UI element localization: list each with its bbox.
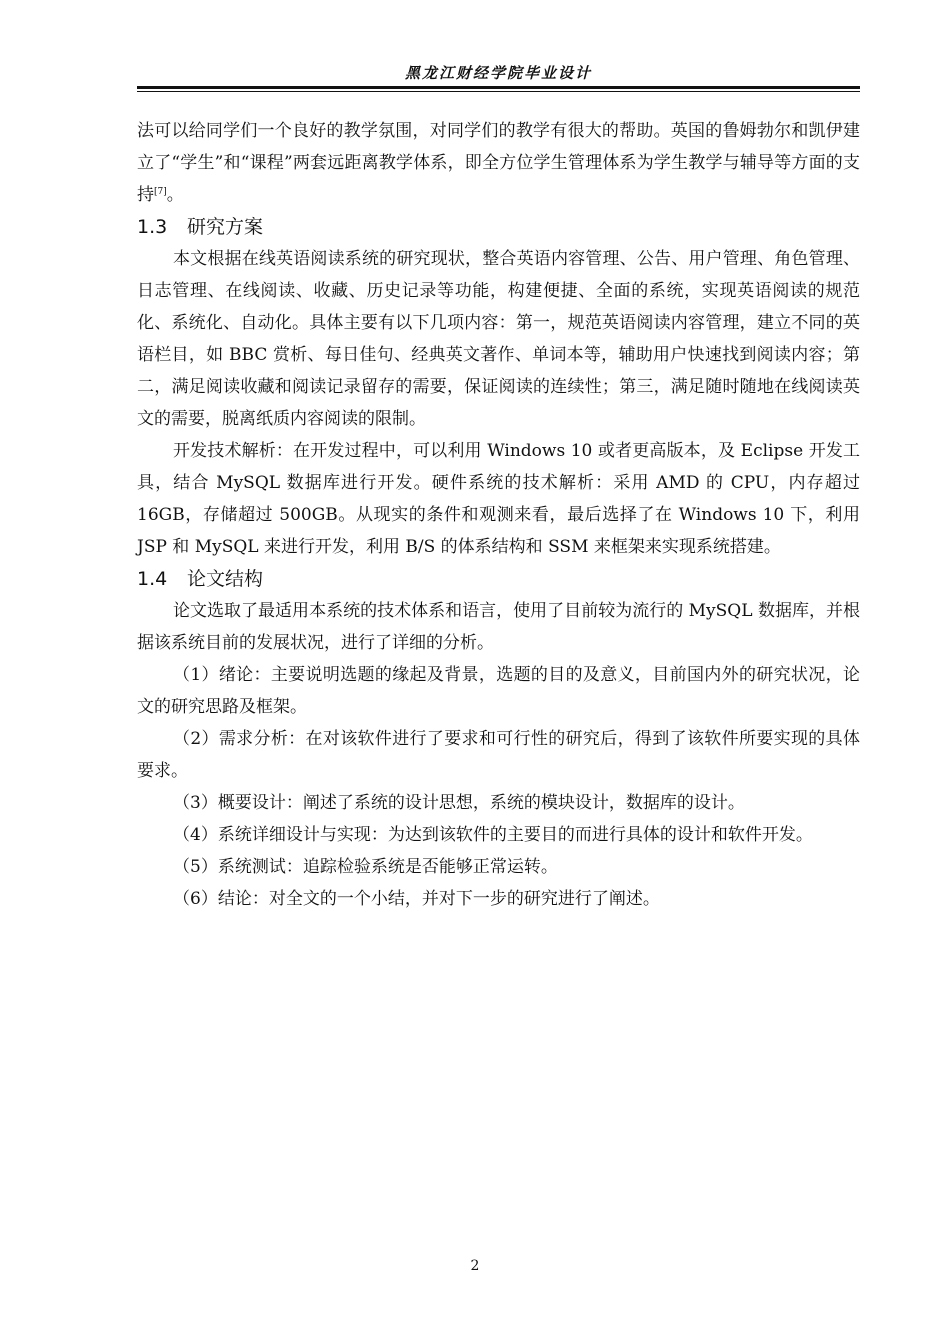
section-heading-1-4	[137, 563, 860, 595]
list-item: （4）系统详细设计与实现：为达到该软件的主要目的而进行具体的设计和软件开发。	[173, 825, 813, 845]
list-item: （3）概要设计：阐述了系统的设计思想，系统的模块设计，数据库的设计。	[173, 793, 745, 813]
header-rule-thick	[137, 86, 860, 89]
citation-ref: [7]	[154, 187, 167, 197]
intro-text: 法可以给同学们一个良好的教学氛围，对同学们的教学有很大的帮助。英国的鲁姆勃尔和凯伊建立了“学生”和“课程”两套远距离教学体系，即全方位学生管理体系为学生教学与辅导等方面的支持	[137, 121, 860, 205]
page-number: 2	[470, 1258, 480, 1274]
section-number: 1.4	[137, 568, 168, 590]
section-1-4-paragraph-1: 论文选取了最适用本系统的技术体系和语言，使用了目前较为流行的 MySQL 数据库，并根据该系统目前的发展状况，进行了详细的分析。	[137, 601, 860, 653]
list-item: （1）绪论：主要说明选题的缘起及背景，选题的目的及意义，目前国内外的研究状况，论文的研究思路及框架。	[137, 665, 860, 717]
page-header-title: 黑龙江财经学院毕业设计	[404, 64, 592, 82]
section-1-3-paragraph-1: 本文根据在线英语阅读系统的研究现状，整合英语内容管理、公告、用户管理、角色管理、日志管理、在线阅读、收藏、历史记录等功能，构建便捷、全面的系统，实现英语阅读的规范化、系统化、自动化。具体主要有以下几项内容：第一，规范英语阅读内容管理，建立不同的英语栏目，如 BBC 赏析、每日佳句、经典英文著作、单词本等，辅助用户快速找到阅读内容；第二，满足阅读收藏和阅读记录留存的需要，保证阅读的连续性；第三，满足随时随地在线阅读英文的需要，脱离纸质内容阅读的限制。	[137, 249, 860, 429]
list-item: （5）系统测试：追踪检验系统是否能够正常运转。	[173, 857, 558, 877]
section-1-3-paragraph-2: 开发技术解析：在开发过程中，可以利用 Windows 10 或者更高版本，及 Eclipse 开发工具，结合 MySQL 数据库进行开发。硬件系统的技术解析：采用 AMD 的 CPU，内存超过 16GB，存储超过 500GB。从现实的条件和观测来看，最后选择了在 Windows 10 下，利用 JSP 和 MySQL 来进行开发，利用 B/S 的体系结构和 SSM 来框架来实现系统搭建。	[137, 441, 860, 557]
header-rule-thin	[137, 91, 860, 92]
section-heading-1-3	[137, 211, 860, 243]
section-number: 1.3	[137, 216, 168, 238]
list-item: （2）需求分析：在对该软件进行了要求和可行性的研究后，得到了该软件所要实现的具体要求。	[137, 729, 860, 781]
section-title: 论文结构	[187, 568, 264, 590]
intro-text-end: 。	[166, 185, 184, 205]
list-item: （6）结论：对全文的一个小结，并对下一步的研究进行了阐述。	[173, 889, 660, 909]
section-title: 研究方案	[187, 216, 264, 238]
page-body	[137, 115, 860, 915]
intro-paragraph	[137, 115, 860, 211]
